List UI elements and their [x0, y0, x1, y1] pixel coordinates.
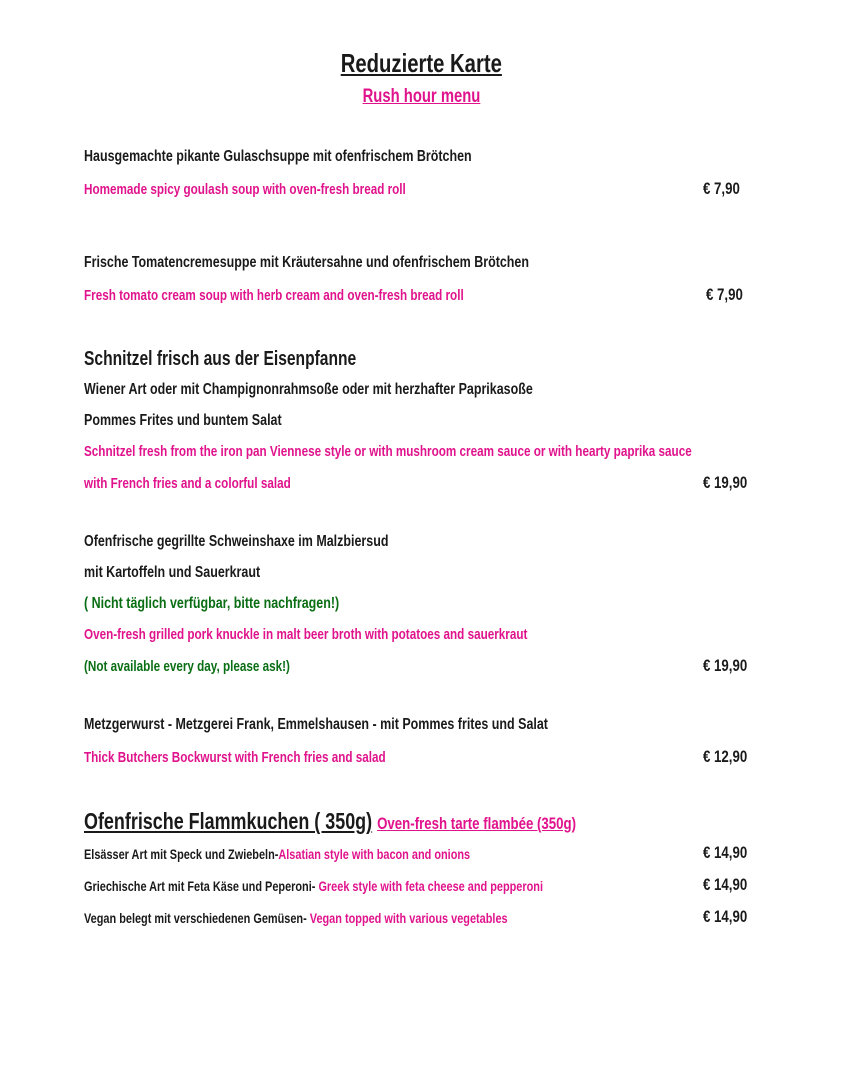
tomato-en: Fresh tomato cream soup with herb cream and oven-fresh bread roll — [84, 287, 464, 304]
flammkuchen-row: Vegan belegt mit verschiedenen Gemüsen- Vegan topped with various vegetables — [84, 910, 508, 926]
haxe-en: Oven-fresh grilled pork knuckle in malt beer broth with potatoes and sauerkraut — [84, 626, 528, 643]
schnitzel-price: € 19,90 — [703, 473, 748, 492]
flammkuchen-price: € 14,90 — [703, 875, 748, 894]
wurst-de: Metzgerwurst - Metzgerei Frank, Emmelshausen - mit Pommes frites und Salat — [84, 716, 548, 733]
page-title: Reduzierte Karte — [340, 48, 502, 78]
page-subtitle: Rush hour menu — [362, 86, 480, 107]
flammkuchen-row: Elsässer Art mit Speck und Zwiebeln-Alsatian style with bacon and onions — [84, 846, 471, 862]
flammkuchen-price: € 14,90 — [703, 843, 748, 862]
haxe-de-1: Ofenfrische gegrillte Schweinshaxe im Malzbiersud — [84, 533, 389, 550]
schnitzel-de-1: Wiener Art oder mit Champignonrahmsoße oder mit herzhafter Paprikasoße — [84, 381, 533, 398]
haxe-note-de: ( Nicht täglich verfügbar, bitte nachfragen!) — [84, 595, 340, 612]
goulash-en: Homemade spicy goulash soup with oven-fresh bread roll — [84, 181, 406, 198]
flammkuchen-heading-en: Oven-fresh tarte flambée (350g) — [377, 814, 577, 833]
schnitzel-en-2: with French fries and a colorful salad — [84, 475, 291, 492]
flammkuchen-heading — [84, 808, 715, 835]
goulash-price: € 7,90 — [703, 179, 740, 198]
wurst-price: € 12,90 — [703, 747, 748, 766]
haxe-de-2: mit Kartoffeln und Sauerkraut — [84, 564, 261, 581]
goulash-de: Hausgemachte pikante Gulaschsuppe mit ofenfrischem Brötchen — [84, 148, 472, 165]
schnitzel-heading: Schnitzel frisch aus der Eisenpfanne — [84, 348, 357, 370]
tomato-de: Frische Tomatencremesuppe mit Kräutersahne und ofenfrischem Brötchen — [84, 254, 529, 271]
tomato-price: € 7,90 — [706, 285, 743, 304]
flammkuchen-price: € 14,90 — [703, 907, 748, 926]
schnitzel-en-1: Schnitzel fresh from the iron pan Viennese style or with mushroom cream sauce or with hearty paprika sauce — [84, 443, 692, 460]
schnitzel-de-2: Pommes Frites und buntem Salat — [84, 412, 282, 429]
haxe-price: € 19,90 — [703, 656, 748, 675]
flammkuchen-row: Griechische Art mit Feta Käse und Peperoni- Greek style with feta cheese and pepperoni — [84, 878, 543, 894]
wurst-en: Thick Butchers Bockwurst with French fries and salad — [84, 749, 386, 766]
flammkuchen-heading-de: Ofenfrische Flammkuchen ( 350g) — [84, 808, 373, 834]
haxe-note-en: (Not available every day, please ask!) — [84, 658, 290, 675]
